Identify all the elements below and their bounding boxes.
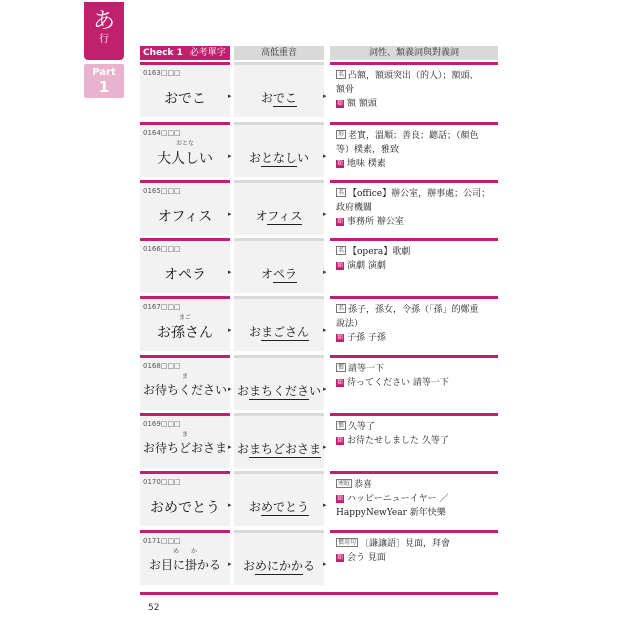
meaning-text: 【opera】歌劇 xyxy=(348,247,411,257)
list-item xyxy=(140,471,498,527)
accent-high: まちどおさま xyxy=(249,442,322,456)
bottom-rule xyxy=(140,592,498,595)
part-marker xyxy=(84,64,124,98)
accent-head: オ xyxy=(255,209,268,223)
header-check-label: Check 1 xyxy=(143,48,183,58)
accent-high: となし xyxy=(260,151,297,165)
related-badge: 類 xyxy=(337,100,344,107)
furigana: ま xyxy=(181,373,188,380)
check-boxes[interactable]: □□□ xyxy=(160,362,181,370)
furigana: おとな xyxy=(175,140,194,147)
entry-index xyxy=(143,478,181,486)
meaning xyxy=(336,187,496,229)
tab-sub: 行 xyxy=(99,34,109,45)
part-of-speech-badge: 形 xyxy=(338,131,345,138)
accent-pattern xyxy=(234,149,324,166)
meaning xyxy=(336,69,496,111)
page-number: 52 xyxy=(148,603,160,613)
furigana: まご xyxy=(178,314,191,321)
accent-head: お xyxy=(261,91,273,105)
accent-high: めにかか xyxy=(254,559,303,573)
row-rule xyxy=(330,471,498,474)
part-of-speech-badge: 慣 xyxy=(338,364,345,371)
related-text: 地味 樸素 xyxy=(347,159,386,169)
part-of-speech-badge: 慣用句 xyxy=(338,539,357,546)
accent-tail: い xyxy=(309,384,322,398)
related-text: 会う 見面 xyxy=(347,553,386,563)
accent-pattern xyxy=(234,89,324,106)
list-item xyxy=(140,180,498,236)
row-rule xyxy=(330,530,498,533)
list-item xyxy=(140,122,498,178)
vocabulary-word: おめでとう xyxy=(150,500,220,516)
vocabulary-word: お待ちどおさま xyxy=(142,441,227,455)
entry-index xyxy=(143,362,181,370)
entry-index xyxy=(143,245,181,253)
related-badge: 類 xyxy=(337,437,344,444)
meaning xyxy=(336,420,496,448)
related-badge: 類 xyxy=(337,262,344,269)
arrow-icon: ▸ xyxy=(323,326,327,334)
header-words-label: 必考單字 xyxy=(189,48,226,58)
related-text: ハッピーニューイヤー ／ xyxy=(347,494,449,504)
entry-number: 0164 xyxy=(143,129,161,137)
related-badge: 類 xyxy=(337,554,344,561)
part-label: Part xyxy=(92,67,116,78)
check-boxes[interactable]: □□□ xyxy=(160,187,181,195)
entry-number: 0170 xyxy=(143,478,161,486)
check-boxes[interactable]: □□□ xyxy=(160,478,181,486)
meaning xyxy=(336,245,496,273)
related-badge: 類 xyxy=(337,160,344,167)
meaning-text: 【office】辦公室，辦事處；公司； xyxy=(348,189,491,199)
row-rule xyxy=(330,238,498,241)
vocabulary-word: オフィス xyxy=(157,209,213,225)
header-check xyxy=(140,46,230,60)
accent-pattern xyxy=(234,265,324,282)
accent-head: オ xyxy=(260,267,273,281)
arrow-icon: ▸ xyxy=(323,92,327,100)
meaning-text: 請等一下 xyxy=(348,364,385,374)
accent-head: お xyxy=(242,559,255,573)
list-item xyxy=(140,296,498,352)
accent-high: まごさん xyxy=(261,325,310,339)
furigana: ま xyxy=(181,431,188,438)
row-rule xyxy=(330,296,498,299)
related-badge: 類 xyxy=(337,218,344,225)
part-of-speech-badge: 寒暄 xyxy=(338,480,351,487)
vocabulary-word: おでこ xyxy=(164,91,206,107)
entry-index xyxy=(143,187,181,195)
meaning-text: 凸額，額頭突出（的人）；額頭、 xyxy=(348,71,479,81)
accent-high: でこ xyxy=(272,91,297,105)
accent-head: お xyxy=(248,325,261,339)
accent-high: フィス xyxy=(267,209,303,223)
accent-pattern xyxy=(234,382,324,399)
accent-head: お xyxy=(236,384,249,398)
meaning-cont: 說法） xyxy=(336,319,364,329)
accent-high: まちくださ xyxy=(248,384,309,398)
meaning-text: 老實，溫順；善良；聽話；（顏色 xyxy=(348,131,479,141)
accent-tail: る xyxy=(303,559,316,573)
accent-high: めでとう xyxy=(261,500,310,514)
entry-index xyxy=(143,69,181,77)
list-item xyxy=(140,355,498,411)
meaning xyxy=(336,129,496,171)
part-of-speech-badge: 名 xyxy=(338,247,345,254)
header-meaning: 詞性、類義詞與對義詞 xyxy=(330,46,498,60)
list-item xyxy=(140,530,498,586)
arrow-icon: ▸ xyxy=(323,268,327,276)
meaning xyxy=(336,478,496,520)
part-of-speech-badge: 慣 xyxy=(338,422,345,429)
check-boxes[interactable]: □□□ xyxy=(160,69,181,77)
vocabulary-word: オペラ xyxy=(164,267,206,283)
entry-index xyxy=(143,129,181,137)
meaning xyxy=(336,537,496,565)
accent-pattern xyxy=(234,323,324,340)
accent-head: お xyxy=(248,500,261,514)
part-of-speech-badge: 名 xyxy=(338,71,345,78)
row-rule xyxy=(330,355,498,358)
vocabulary-word: お孫さん xyxy=(157,325,213,341)
list-item xyxy=(140,62,498,118)
row-rule xyxy=(330,180,498,183)
meaning-cont: 額骨 xyxy=(336,85,355,95)
arrow-icon: ▸ xyxy=(323,443,327,451)
arrow-icon: ▸ xyxy=(228,560,232,568)
related-cont: HappyNewYear 新年快樂 xyxy=(336,508,446,518)
related-text: 待ってください 請等一下 xyxy=(347,378,449,388)
meaning xyxy=(336,303,496,345)
accent-head: お xyxy=(236,442,249,456)
check-boxes[interactable]: □□□ xyxy=(160,245,181,253)
meaning-text: 〔謙讓語〕見面，拜會 xyxy=(360,539,451,549)
furigana: め か xyxy=(172,548,197,555)
arrow-icon: ▸ xyxy=(323,152,327,160)
arrow-icon: ▸ xyxy=(228,385,232,393)
check-boxes[interactable]: □□□ xyxy=(160,303,181,311)
entry-number: 0167 xyxy=(143,303,161,311)
meaning-text: 孫子，孫女，令孫（「孫」的鄭重 xyxy=(348,305,479,315)
part-of-speech-badge: 名 xyxy=(338,189,345,196)
entry-number: 0166 xyxy=(143,245,161,253)
related-text: 額 額頭 xyxy=(347,99,377,109)
accent-head: お xyxy=(248,151,261,165)
arrow-icon: ▸ xyxy=(228,152,232,160)
entry-number: 0165 xyxy=(143,187,161,195)
list-item xyxy=(140,238,498,294)
accent-pattern xyxy=(234,440,324,457)
vocabulary-word: 大人しい xyxy=(157,151,213,167)
row-rule xyxy=(330,122,498,125)
part-of-speech-badge: 名 xyxy=(338,305,345,312)
meaning-text: 恭喜 xyxy=(354,480,373,490)
related-badge: 類 xyxy=(337,379,344,386)
meaning-cont: 政府機關 xyxy=(336,203,373,213)
row-rule xyxy=(330,413,498,416)
arrow-icon: ▸ xyxy=(228,92,232,100)
arrow-icon: ▸ xyxy=(228,326,232,334)
arrow-icon: ▸ xyxy=(323,385,327,393)
arrow-icon: ▸ xyxy=(228,268,232,276)
accent-pattern xyxy=(234,557,324,574)
meaning xyxy=(336,362,496,390)
check-boxes[interactable]: □□□ xyxy=(160,537,181,545)
entry-index xyxy=(143,537,181,545)
arrow-icon: ▸ xyxy=(323,210,327,218)
check-boxes[interactable]: □□□ xyxy=(160,129,181,137)
accent-pattern xyxy=(234,498,324,515)
row-rule xyxy=(330,62,498,65)
entry-index xyxy=(143,303,181,311)
accent-pattern xyxy=(234,207,324,224)
related-text: 事務所 辦公室 xyxy=(347,217,404,227)
arrow-icon: ▸ xyxy=(323,560,327,568)
related-badge: 類 xyxy=(337,495,344,502)
kana-row-tab xyxy=(84,2,124,60)
meaning-cont: 等）樸素，雅致 xyxy=(336,145,400,155)
related-text: 子孫 子孫 xyxy=(347,333,386,343)
list-item xyxy=(140,413,498,469)
entry-index xyxy=(143,420,181,428)
accent-tail: い xyxy=(297,151,310,165)
entry-number: 0168 xyxy=(143,362,161,370)
header-accent: 高低重音 xyxy=(234,46,324,60)
vocabulary-word: お目に掛かる xyxy=(148,558,221,572)
meaning-text: 久等了 xyxy=(348,422,376,432)
related-text: お待たせしました 久等了 xyxy=(347,436,449,446)
arrow-icon: ▸ xyxy=(228,443,232,451)
arrow-icon: ▸ xyxy=(228,501,232,509)
related-badge: 類 xyxy=(337,334,344,341)
check-boxes[interactable]: □□□ xyxy=(160,420,181,428)
vocabulary-word: お待ちください xyxy=(142,383,227,397)
entry-number: 0171 xyxy=(143,537,161,545)
arrow-icon: ▸ xyxy=(323,501,327,509)
entry-number: 0169 xyxy=(143,420,161,428)
table-header xyxy=(140,46,498,60)
related-text: 演劇 演劇 xyxy=(347,261,386,271)
tab-kana: あ xyxy=(92,9,115,34)
arrow-icon: ▸ xyxy=(228,210,232,218)
accent-high: ペラ xyxy=(273,267,298,281)
entry-number: 0163 xyxy=(143,69,161,77)
part-number: 1 xyxy=(98,78,110,96)
